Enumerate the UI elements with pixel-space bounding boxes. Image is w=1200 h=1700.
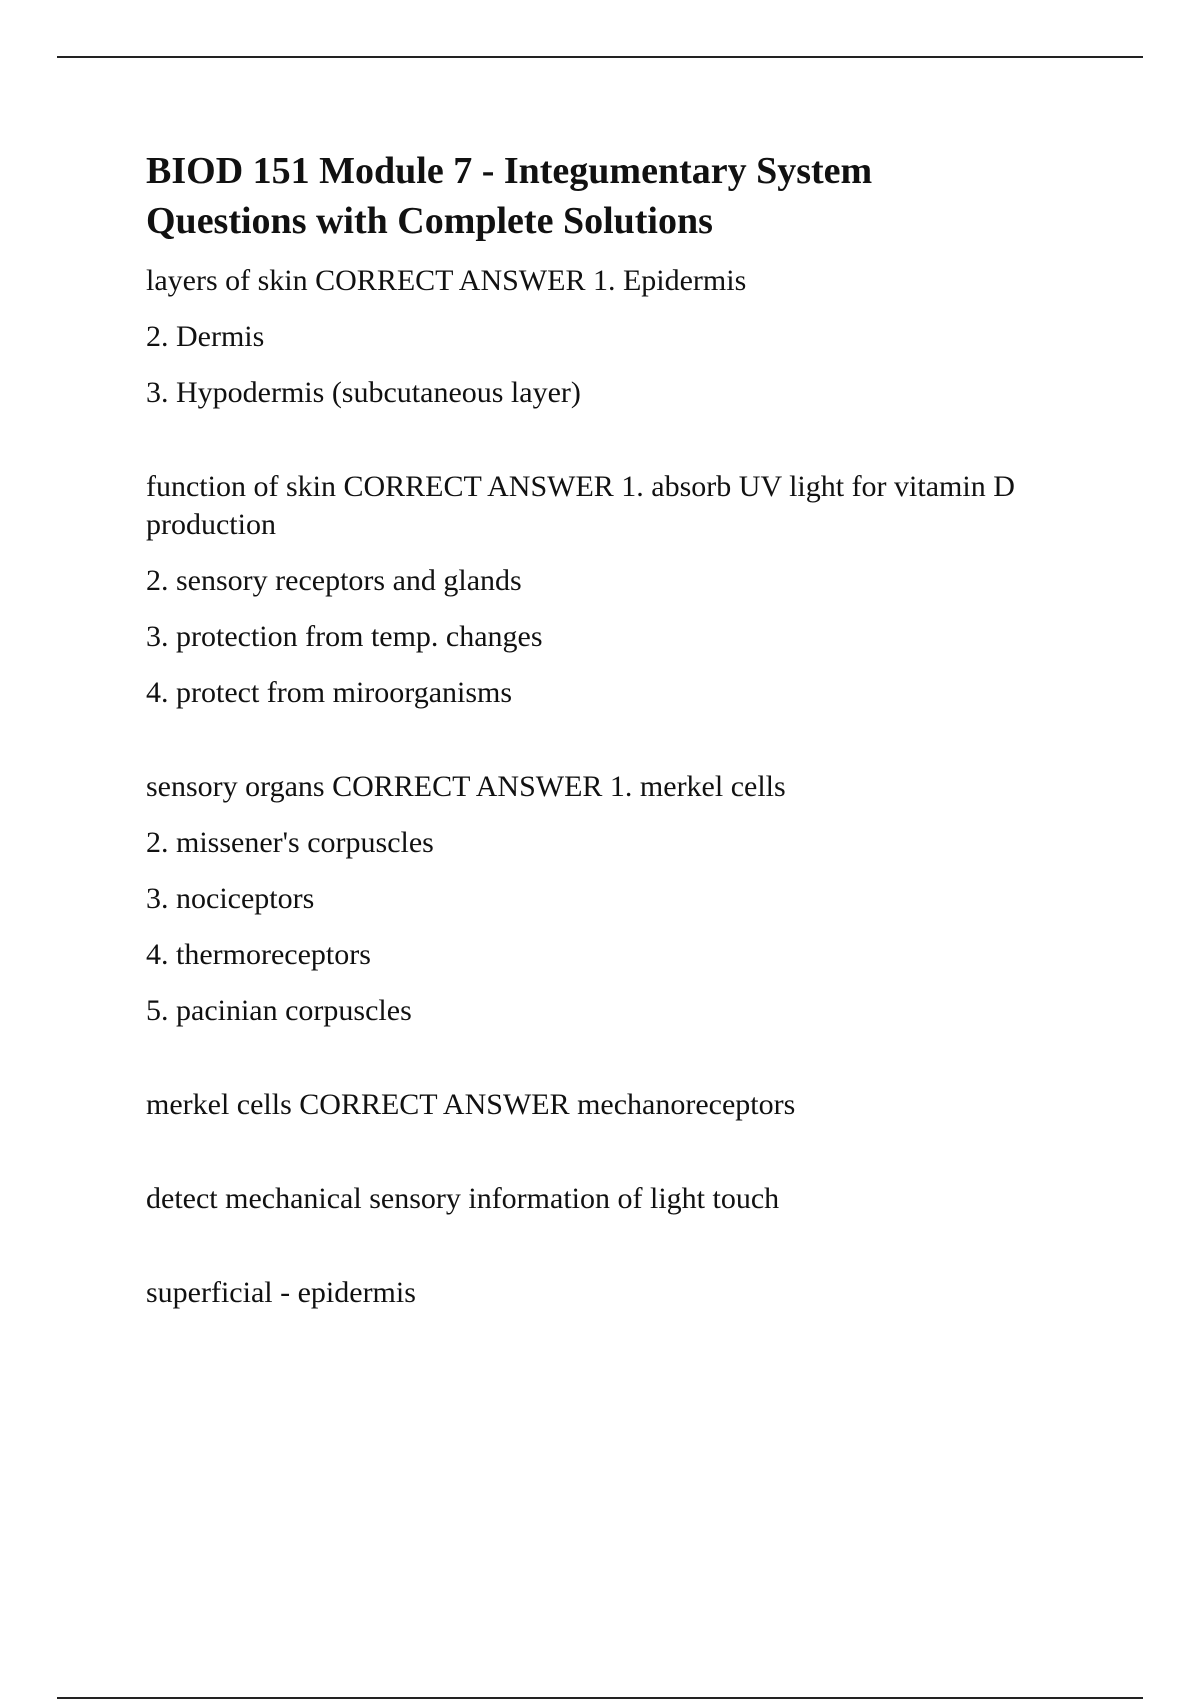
qa-line: merkel cells CORRECT ANSWER mechanoreceptors <box>146 1088 796 1121</box>
qa-line: 3. protection from temp. changes <box>146 620 543 653</box>
qa-line: superficial - epidermis <box>146 1276 416 1309</box>
qa-line: 2. sensory receptors and glands <box>146 564 522 597</box>
qa-item-sensory-organs <box>146 768 1096 1030</box>
qa-item-layers-of-skin <box>146 262 1096 412</box>
document-title <box>146 146 1096 246</box>
qa-line: 5. pacinian corpuscles <box>146 994 412 1027</box>
qa-line: 2. missener's corpuscles <box>146 826 434 859</box>
qa-line: 2. Dermis <box>146 320 265 353</box>
qa-item-function-of-skin <box>146 468 1096 712</box>
qa-line: 3. nociceptors <box>146 882 315 915</box>
bottom-divider <box>57 1697 1143 1699</box>
qa-line: detect mechanical sensory information of light touch <box>146 1182 780 1215</box>
qa-line: function of skin CORRECT ANSWER 1. absorb UV light for vitamin D production <box>146 470 1015 541</box>
qa-item-detect-mechanical <box>146 1180 1096 1218</box>
top-divider <box>57 56 1143 58</box>
document-body <box>146 146 1096 1330</box>
qa-item-merkel-cells <box>146 1086 1096 1124</box>
qa-line: 4. protect from miroorganisms <box>146 676 513 709</box>
qa-line: 4. thermoreceptors <box>146 938 371 971</box>
qa-line: layers of skin CORRECT ANSWER 1. Epidermis <box>146 264 747 297</box>
title-line-2: Questions with Complete Solutions <box>146 200 713 242</box>
qa-line: sensory organs CORRECT ANSWER 1. merkel cells <box>146 770 786 803</box>
title-line-1: BIOD 151 Module 7 - Integumentary System <box>146 150 873 192</box>
qa-line: 3. Hypodermis (subcutaneous layer) <box>146 376 581 409</box>
qa-item-superficial <box>146 1274 1096 1312</box>
